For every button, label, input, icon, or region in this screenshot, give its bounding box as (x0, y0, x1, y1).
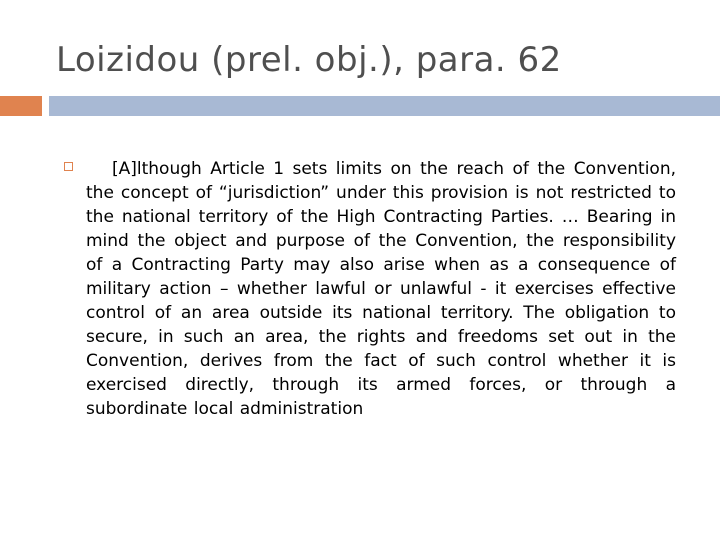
accent-bar-orange (0, 96, 42, 116)
slide-title: Loizidou (prel. obj.), para. 62 (56, 40, 562, 80)
quote-paragraph: [A]lthough Article 1 sets limits on the reach of the Convention, the concept of “jurisdiction” under this provision is not restricted to the national territory of the High Contracting Parties. … Bearing in mind the object and purpose of the Convention, the responsibility of a Contracting Party may also arise when as a consequence of military action – whether lawful or unlawful - it exercises effective control of an area outside its national territory. The obligation to secure, in such an area, the rights and freedoms set out in the Convention, derives from the fact of such control whether it is exercised directly, through its armed forces, or through a subordinate local administration (86, 159, 676, 419)
square-bullet-icon (64, 162, 73, 171)
accent-bar-blue (49, 96, 720, 116)
